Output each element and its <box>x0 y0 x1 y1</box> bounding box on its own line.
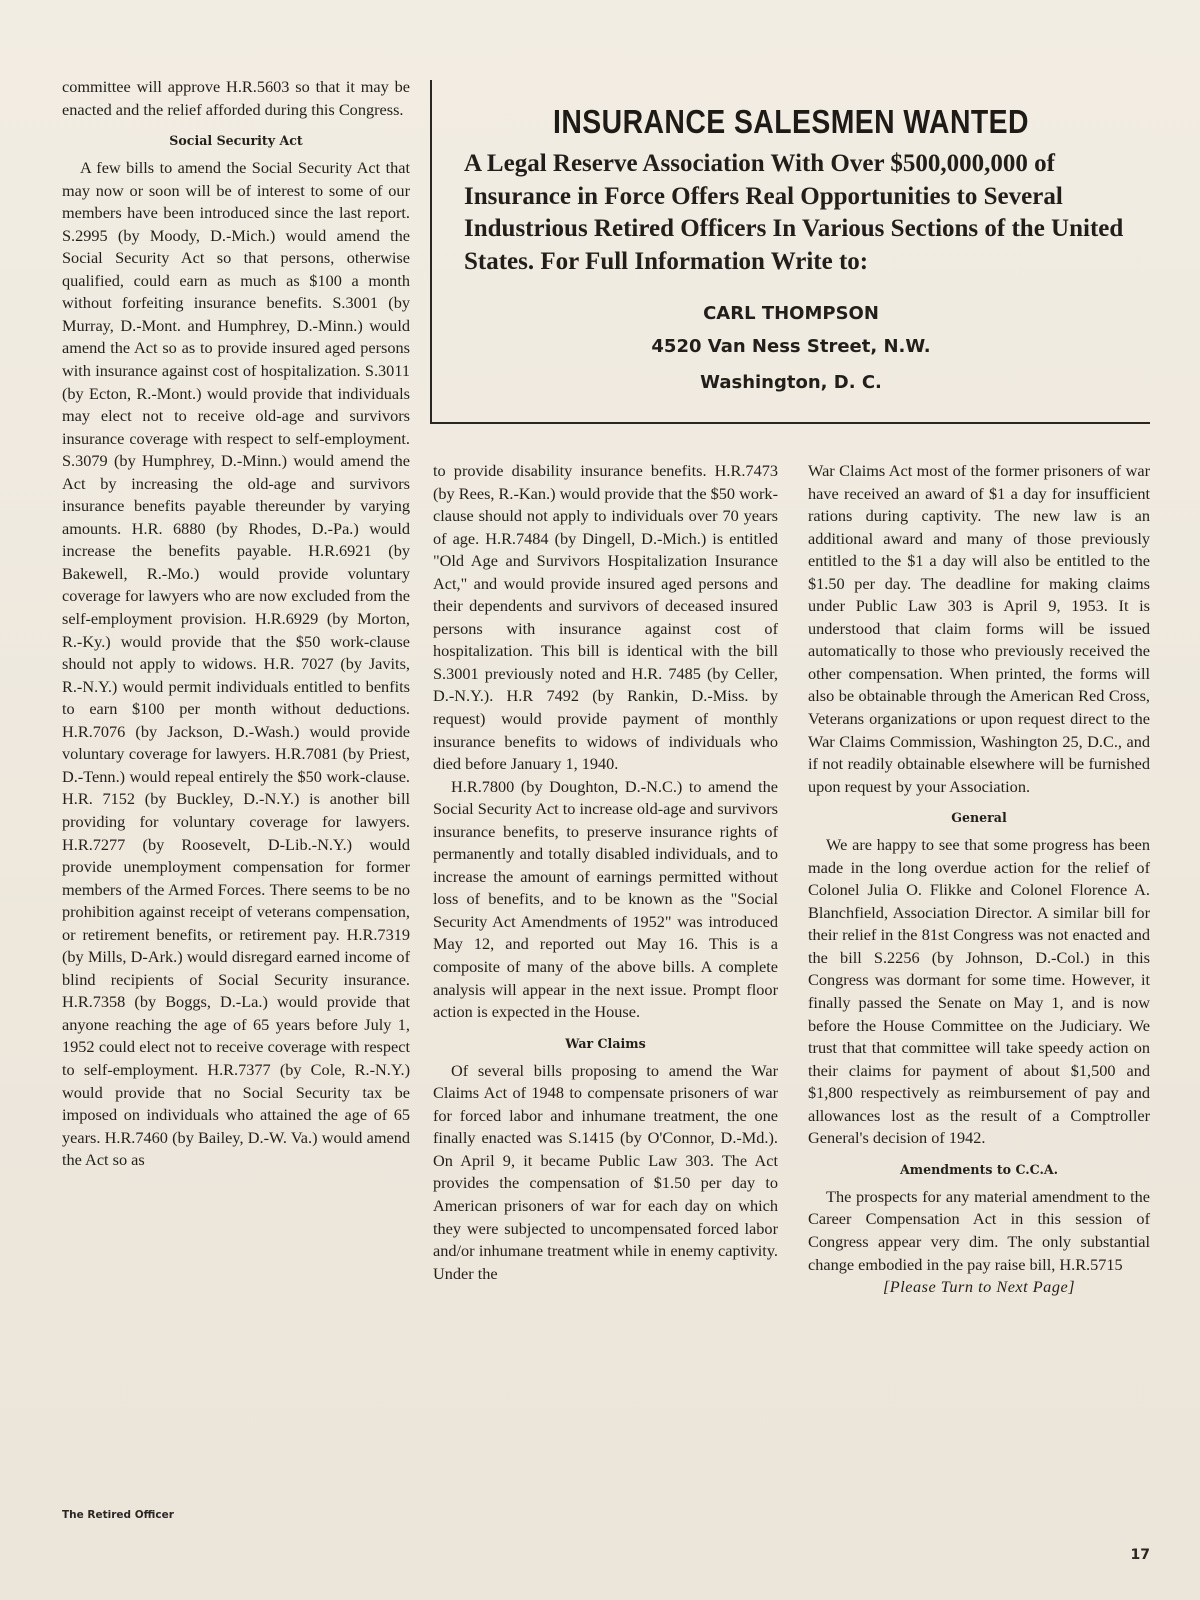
heading-social-security-act: Social Security Act <box>169 133 303 149</box>
ad-body: A Legal Reserve Association With Over $500,000,000 of Insurance in Force Offers Real Opportunities to Several Industrious Retired Officers In Various Sections of the United States. For Full Information Write to: <box>464 150 1124 275</box>
page-number: 17 <box>1130 1547 1150 1563</box>
publication-name: The Retired Officer <box>62 1509 174 1521</box>
disability-paragraph: to provide disability insurance benefits. H.R.7473 (by Rees, R.-Kan.) would provide that the $50 work-clause should not apply to individuals over 70 years of age. H.R.7484 (by Dingell, D.-Mich.) is entitled "Old Age and Survivors Hospitalization Insurance Act," and would provide insured aged persons and their dependents and survivors of deceased insured persons with insurance against cost of hospitalization. This bill is identical with the bill S.3001 previously noted and H.R. 7485 (by Celler, D.-N.Y.). H.R 7492 (by Rankin, D.-Miss. by request) would provide payment of monthly insurance benefits to widows of individuals who died before January 1, 1940. <box>433 461 778 774</box>
war-claims-continued-paragraph: War Claims Act most of the former prisoners of war have received an award of $1 a day for insufficient rations during captivity. The new law is an additional award and many of those previously entitled to the $1 a day will also be entitled to the $1.50 per day. The deadline for making claims under Public Law 303 is April 9, 1953. It is understood that claim forms will be issued automatically to those who previously received the other compensation. When printed, the forms will also be obtainable through the American Red Cross, Veterans organizations or upon request direct to the War Claims Commission, Washington 25, D.C., and if not readily obtainable elsewhere will be furnished upon request by your Association. <box>808 461 1150 796</box>
war-claims-paragraph: Of several bills proposing to amend the War Claims Act of 1948 to compensate prisoners of war for forced labor and inhumane treatment, the one finally enacted was S.1415 (by O'Connor, D.-Md.). On April 9, it became Public Law 303. The Act provides the compensation of $1.50 per day to American prisoners of war for each day on which they were subjected to uncompensated forced labor and/or inhumane treatment while in enemy captivity. Under the <box>433 1060 778 1283</box>
column-right <box>808 460 1150 1299</box>
ad-contact-street: 4520 Van Ness Street, N.W. <box>651 336 931 357</box>
ad-contact-name: CARL THOMPSON <box>703 303 879 324</box>
amendments-paragraph: The prospects for any material amendment to the Career Compensation Act in this session of Congress appear very dim. The only substantial change embodied in the pay raise bill, H.R.5715 <box>808 1186 1150 1274</box>
heading-amendments-cca: Amendments to C.C.A. <box>900 1161 1058 1177</box>
ad-title: INSURANCE SALESMEN WANTED <box>553 103 1029 140</box>
insurance-advertisement <box>430 80 1150 424</box>
intro-paragraph: committee will approve H.R.5603 so that it may be enacted and the relief afforded during this Congress. <box>62 77 410 119</box>
ad-contact-city: Washington, D. C. <box>700 372 882 393</box>
general-paragraph: We are happy to see that some progress has been made in the long overdue action for the relief of Colonel Julia O. Flikke and Colonel Florence A. Blanchfield, Association Director. A similar bill for their relief in the 81st Congress was not enacted and the bill S.2256 (by Johnson, D.-Col.) in this Congress was dormant for some time. However, it finally passed the Senate on May 1, and is now before the House Committee on the Judiciary. We trust that that committee will take speedy action on their claims for payment of about $1,500 and $1,800 respectively as reimbursement of pay and allowances lost as the result of a Comptroller General's decision of 1942. <box>808 835 1150 1148</box>
column-middle <box>433 460 778 1285</box>
heading-general: General <box>951 810 1007 826</box>
column-left <box>62 76 410 1172</box>
continued-note: [Please Turn to Next Page] <box>882 1277 1076 1297</box>
heading-war-claims: War Claims <box>565 1035 646 1051</box>
hr7800-paragraph: H.R.7800 (by Doughton, D.-N.C.) to amend the Social Security Act to increase old-age and survivors insurance benefits, to preserve insurance rights of permanently and totally disabled individuals, and to increase the amount of earnings permitted without loss of benefits, and to be known as the "Social Security Act Amendments of 1952" was introduced May 12, and reported out May 16. This is a composite of many of the above bills. A complete analysis will appear in the next issue. Prompt floor action is expected in the House. <box>433 776 778 1022</box>
social-security-paragraph: A few bills to amend the Social Security Act that may now or soon will be of interest to some of our members have been introduced since the last report. S.2995 (by Moody, D.-Mich.) would amend the Social Security Act so that persons, otherwise qualified, could earn as much as $100 a month without forfeiting insurance benefits. S.3001 (by Murray, D.-Mont. and Humphrey, D.-Minn.) would amend the Act so as to provide insured aged persons with insurance against cost of hospitalization. S.3011 (by Ecton, R.-Mont.) would provide that individuals may elect not to receive old-age and survivors insurance coverage with respect to self-employment. S.3079 (by Humphrey, D.-Minn.) would amend the Act by increasing the old-age and survivors insurance benefits payable thereunder by varying amounts. H.R. 6880 (by Rhodes, D.-Pa.) would increase the benefits payable. H.R.6921 (by Bakewell, R.-Mo.) would provide voluntary coverage for lawyers who are now excluded from the self-employment provision. H.R.6929 (by Morton, R.-Ky.) would provide that the $50 work-clause should not apply to widows. H.R. 7027 (by Javits, R.-N.Y.) would permit individuals entitled to benfits to earn $100 per month without deductions. H.R.7076 (by Jackson, D.-Wash.) would provide voluntary coverage for lawyers. H.R.7081 (by Priest, D.-Tenn.) would repeal entirely the $50 work-clause. H.R. 7152 (by Buckley, D.-N.Y.) is another bill providing for voluntary coverage for lawyers. H.R.7277 (by Roosevelt, D-Lib.-N.Y.) would provide unemployment compensation for former members of the Armed Forces. There seems to be no prohibition against receipt of veterans compensation, or retirement benefits, or retirement pay. H.R.7319 (by Mills, D-Ark.) would disregard earned income of blind recipients of Social Security insurance. H.R.7358 (by Boggs, D.-La.) would provide that anyone reaching the age of 65 years before July 1, 1952 could elect not to receive coverage with respect to self-employment. H.R.7377 (by Cole, R.-N.Y.) would provide that no Social Security tax be imposed on individuals who attained the age of 65 years. H.R.7460 (by Bailey, D.-W. Va.) would amend the Act so as <box>62 158 410 1170</box>
